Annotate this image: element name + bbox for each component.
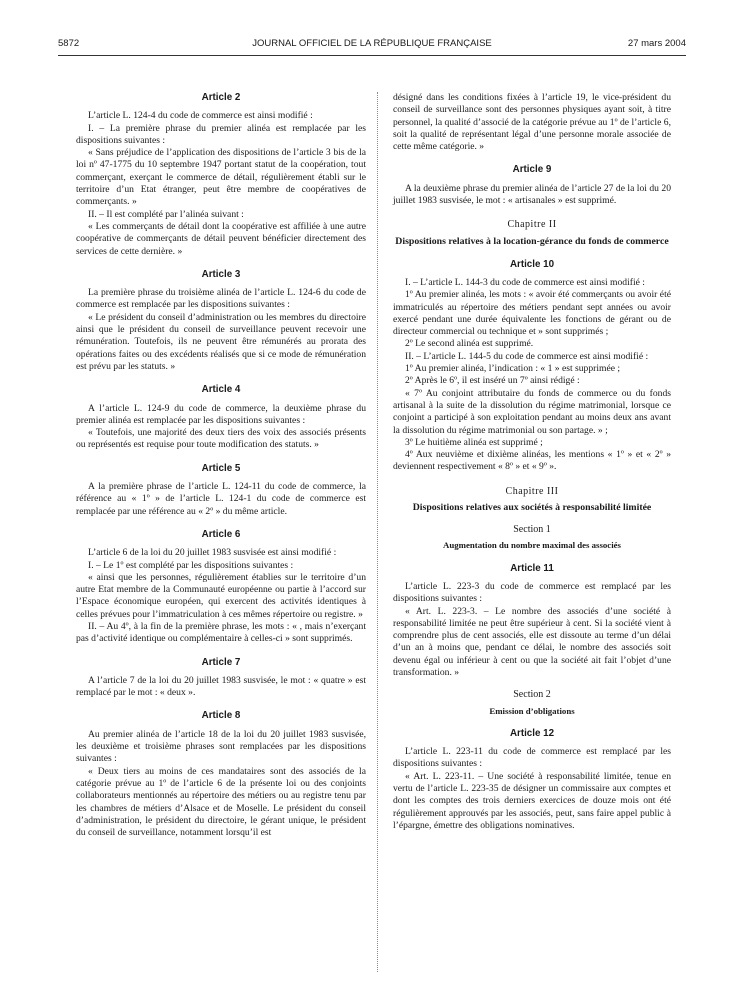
paragraph: « Art. L. 223-3. – Le nombre des associés d’une société à responsabilité limitée ne peut être supérieur à cent. Si la société vient à comprendre plus de cent associés, elle est dissoute au terme d’un délai d’un an à moins que, pendant ce délai, le nombre des associés soit devenu égal ou inférieur à cent ou que la société ait fait l’objet d’une transformation. » bbox=[393, 605, 671, 678]
article-heading: Article 10 bbox=[509, 258, 555, 270]
chapter-label: Chapitre II bbox=[507, 219, 557, 231]
left-column bbox=[76, 92, 366, 839]
paragraph: L’article L. 124-4 du code de commerce est ainsi modifié : bbox=[88, 110, 313, 122]
paragraph: Au premier alinéa de l’article 18 de la loi du 20 juillet 1983 susvisée, les deuxième et troisième phrases sont remplacées par les dispositions suivantes : bbox=[76, 728, 366, 765]
paragraph: « Le président du conseil d’administration ou les membres du directoire ainsi que le président du conseil de surveillance peuvent recevoir une rémunération. Toutefois, ils ne peuvent être rémunérés au prorata des opérations faites ou des excédents réalisés que si ce mode de rémunération est prévu par les statuts. » bbox=[76, 311, 366, 372]
paragraph: « ainsi que les personnes, régulièrement établies sur le territoire d’un autre Etat membre de la Communauté européenne ou partie à l’accord sur l’Espace économique européen, qui exercent des activités identiques à celles prévues pour l’immatriculation à ces mêmes répertoire ou registre. » bbox=[76, 571, 366, 620]
article-heading: Article 12 bbox=[509, 727, 555, 739]
paragraph: « Toutefois, une majorité des deux tiers des voix des associés présents ou représentés est requise pour toute modification des statuts. » bbox=[76, 427, 366, 451]
right-column bbox=[393, 92, 671, 832]
paragraph: L’article L. 223-11 du code de commerce est remplacé par les dispositions suivantes : bbox=[393, 746, 671, 770]
paragraph: 3º Le huitième alinéa est supprimé ; bbox=[405, 436, 543, 448]
chapter-title: Dispositions relatives aux sociétés à responsabilité limitée bbox=[412, 502, 652, 514]
article-heading: Article 9 bbox=[512, 164, 552, 176]
section-label: Section 1 bbox=[513, 524, 551, 536]
section-label: Section 2 bbox=[513, 689, 551, 701]
article-heading: Article 4 bbox=[201, 384, 241, 396]
paragraph: A l’article L. 124-9 du code de commerce, la deuxième phrase du premier alinéa est remplacée par les dispositions suivantes : bbox=[76, 402, 366, 426]
chapter-title: Dispositions relatives à la location-gérance du fonds de commerce bbox=[395, 235, 669, 247]
article-heading: Article 6 bbox=[201, 528, 241, 540]
publication-date: 27 mars 2004 bbox=[627, 38, 686, 49]
paragraph: La première phrase du troisième alinéa de l’article L. 124-6 du code de commerce est remplacée par les dispositions suivantes : bbox=[76, 287, 366, 311]
section-title: Augmentation du nombre maximal des associés bbox=[443, 540, 621, 551]
paragraph: A la deuxième phrase du premier alinéa de l’article 27 de la loi du 20 juillet 1983 susvisée, le mot : « artisanales » est supprimé. bbox=[393, 182, 671, 207]
paragraph: « Deux tiers au moins de ces mandataires sont des associés de la catégorie prévue au 1º de l’article 6 de la présente loi ou des conjoints collaborateurs mentionnés au répertoire des métiers ou au registre tenu par les chambres de métiers d’Alsace et de Moselle. Le président du conseil d’administration, le président du directoire, le gérant unique, le président du conseil de surveillance, notamment lorsqu’il est bbox=[76, 765, 366, 839]
paragraph: A la première phrase de l’article L. 124-11 du code de commerce, la référence au « 1º » de l’article L. 124-1 du code de commerce est remplacée par une référence au « 2º » du même article. bbox=[76, 481, 366, 517]
paragraph-continued: désigné dans les conditions fixées à l’article 19, le vice-président du conseil de surveillance sont des personnes physiques ayant soit, à titre personnel, la qualité d’associé de la catégorie prévue au 1º de l’article 6, soit la qualité de représentant légal d’une personne morale associée de cette même catégorie. » bbox=[393, 92, 671, 153]
journal-title: JOURNAL OFFICIEL DE LA RÉPUBLIQUE FRANÇAISE bbox=[252, 38, 492, 49]
paragraph: 2º Le second alinéa est supprimé. bbox=[405, 338, 534, 350]
paragraph: L’article L. 223-3 du code de commerce est remplacé par les dispositions suivantes : bbox=[393, 580, 671, 605]
paragraph: 2º Après le 6º, il est inséré un 7º ainsi rédigé : bbox=[405, 375, 580, 387]
page-header bbox=[58, 38, 686, 52]
paragraph: « Art. L. 223-11. – Une société à responsabilité limitée, tenue en vertu de l’article L. 223-35 de désigner un commissaire aux comptes et dont les comptes des trois derniers exercices de douze mois ont été régulièrement approuvés par les associés, peut, sans faire appel public à l’épargne, émettre des obligations nominatives. bbox=[393, 770, 671, 831]
header-rule bbox=[58, 55, 686, 56]
article-heading: Article 5 bbox=[201, 462, 241, 474]
column-divider bbox=[377, 92, 378, 972]
paragraph: « 7º Au conjoint attributaire du fonds de commerce ou du fonds artisanal à la suite de la dissolution du régime matrimonial, lorsque ce conjoint a participé à son exploitation pendant au moins deux ans avant la dissolution du régime matrimonial ou son partage. » ; bbox=[393, 387, 671, 436]
paragraph: 1º Au premier alinéa, l’indication : « 1 » est supprimée ; bbox=[405, 363, 621, 375]
paragraph: II. – L’article L. 144-5 du code de commerce est ainsi modifié : bbox=[405, 350, 649, 362]
paragraph: 1º Au premier alinéa, les mots : « avoir été commerçants ou avoir été immatriculés au répertoire des métiers pendant sept années ou avoir exercé pendant une durée équivalente les fonctions de gérant ou de directeur commercial ou technique et » sont supprimés ; bbox=[393, 289, 671, 338]
paragraph: 4º Aux neuvième et dixième alinéas, les mentions « 1º » et « 2º » deviennent respectivement « 8º » et « 9º ». bbox=[393, 449, 671, 473]
paragraph: II. – Il est complété par l’alinéa suivant : bbox=[88, 208, 244, 220]
paragraph: II. – Au 4º, à la fin de la première phrase, les mots : « , mais n’exerçant pas d’activité identique ou complémentaire à celles-ci » sont supprimés. bbox=[76, 620, 366, 645]
paragraph: I. – L’article L. 144-3 du code de commerce est ainsi modifié : bbox=[405, 276, 645, 288]
paragraph: « Sans préjudice de l’application des dispositions de l’article 3 bis de la loi nº 47-1775 du 10 septembre 1947 portant statut de la coopération, tout commerçant, exerçant le commerce de détail, régulièrement établi sur le territoire d’un Etat étranger, peut être membre de coopératives de commerçants. » bbox=[76, 147, 366, 208]
article-heading: Article 3 bbox=[201, 268, 241, 280]
paragraph: I. – Le 1º est complété par les dispositions suivantes : bbox=[88, 559, 294, 571]
article-heading: Article 11 bbox=[510, 562, 554, 574]
article-heading: Article 8 bbox=[201, 710, 241, 722]
chapter-label: Chapitre III bbox=[505, 485, 559, 497]
article-heading: Article 2 bbox=[201, 92, 241, 103]
page-number: 5872 bbox=[58, 38, 80, 49]
paragraph: A l’article 7 de la loi du 20 juillet 1983 susvisée, le mot : « quatre » est remplacé par le mot : « deux ». bbox=[76, 674, 366, 699]
paragraph: I. – La première phrase du premier alinéa est remplacée par les dispositions suivantes : bbox=[76, 122, 366, 146]
paragraph: « Les commerçants de détail dont la coopérative est affiliée à une autre coopérative de commerçants de détail peuvent bénéficier directement des services de cette dernière. » bbox=[76, 220, 366, 257]
section-title: Emission d’obligations bbox=[489, 705, 575, 716]
article-heading: Article 7 bbox=[201, 656, 241, 668]
paragraph: L’article 6 de la loi du 20 juillet 1983 susvisée est ainsi modifié : bbox=[88, 547, 337, 559]
